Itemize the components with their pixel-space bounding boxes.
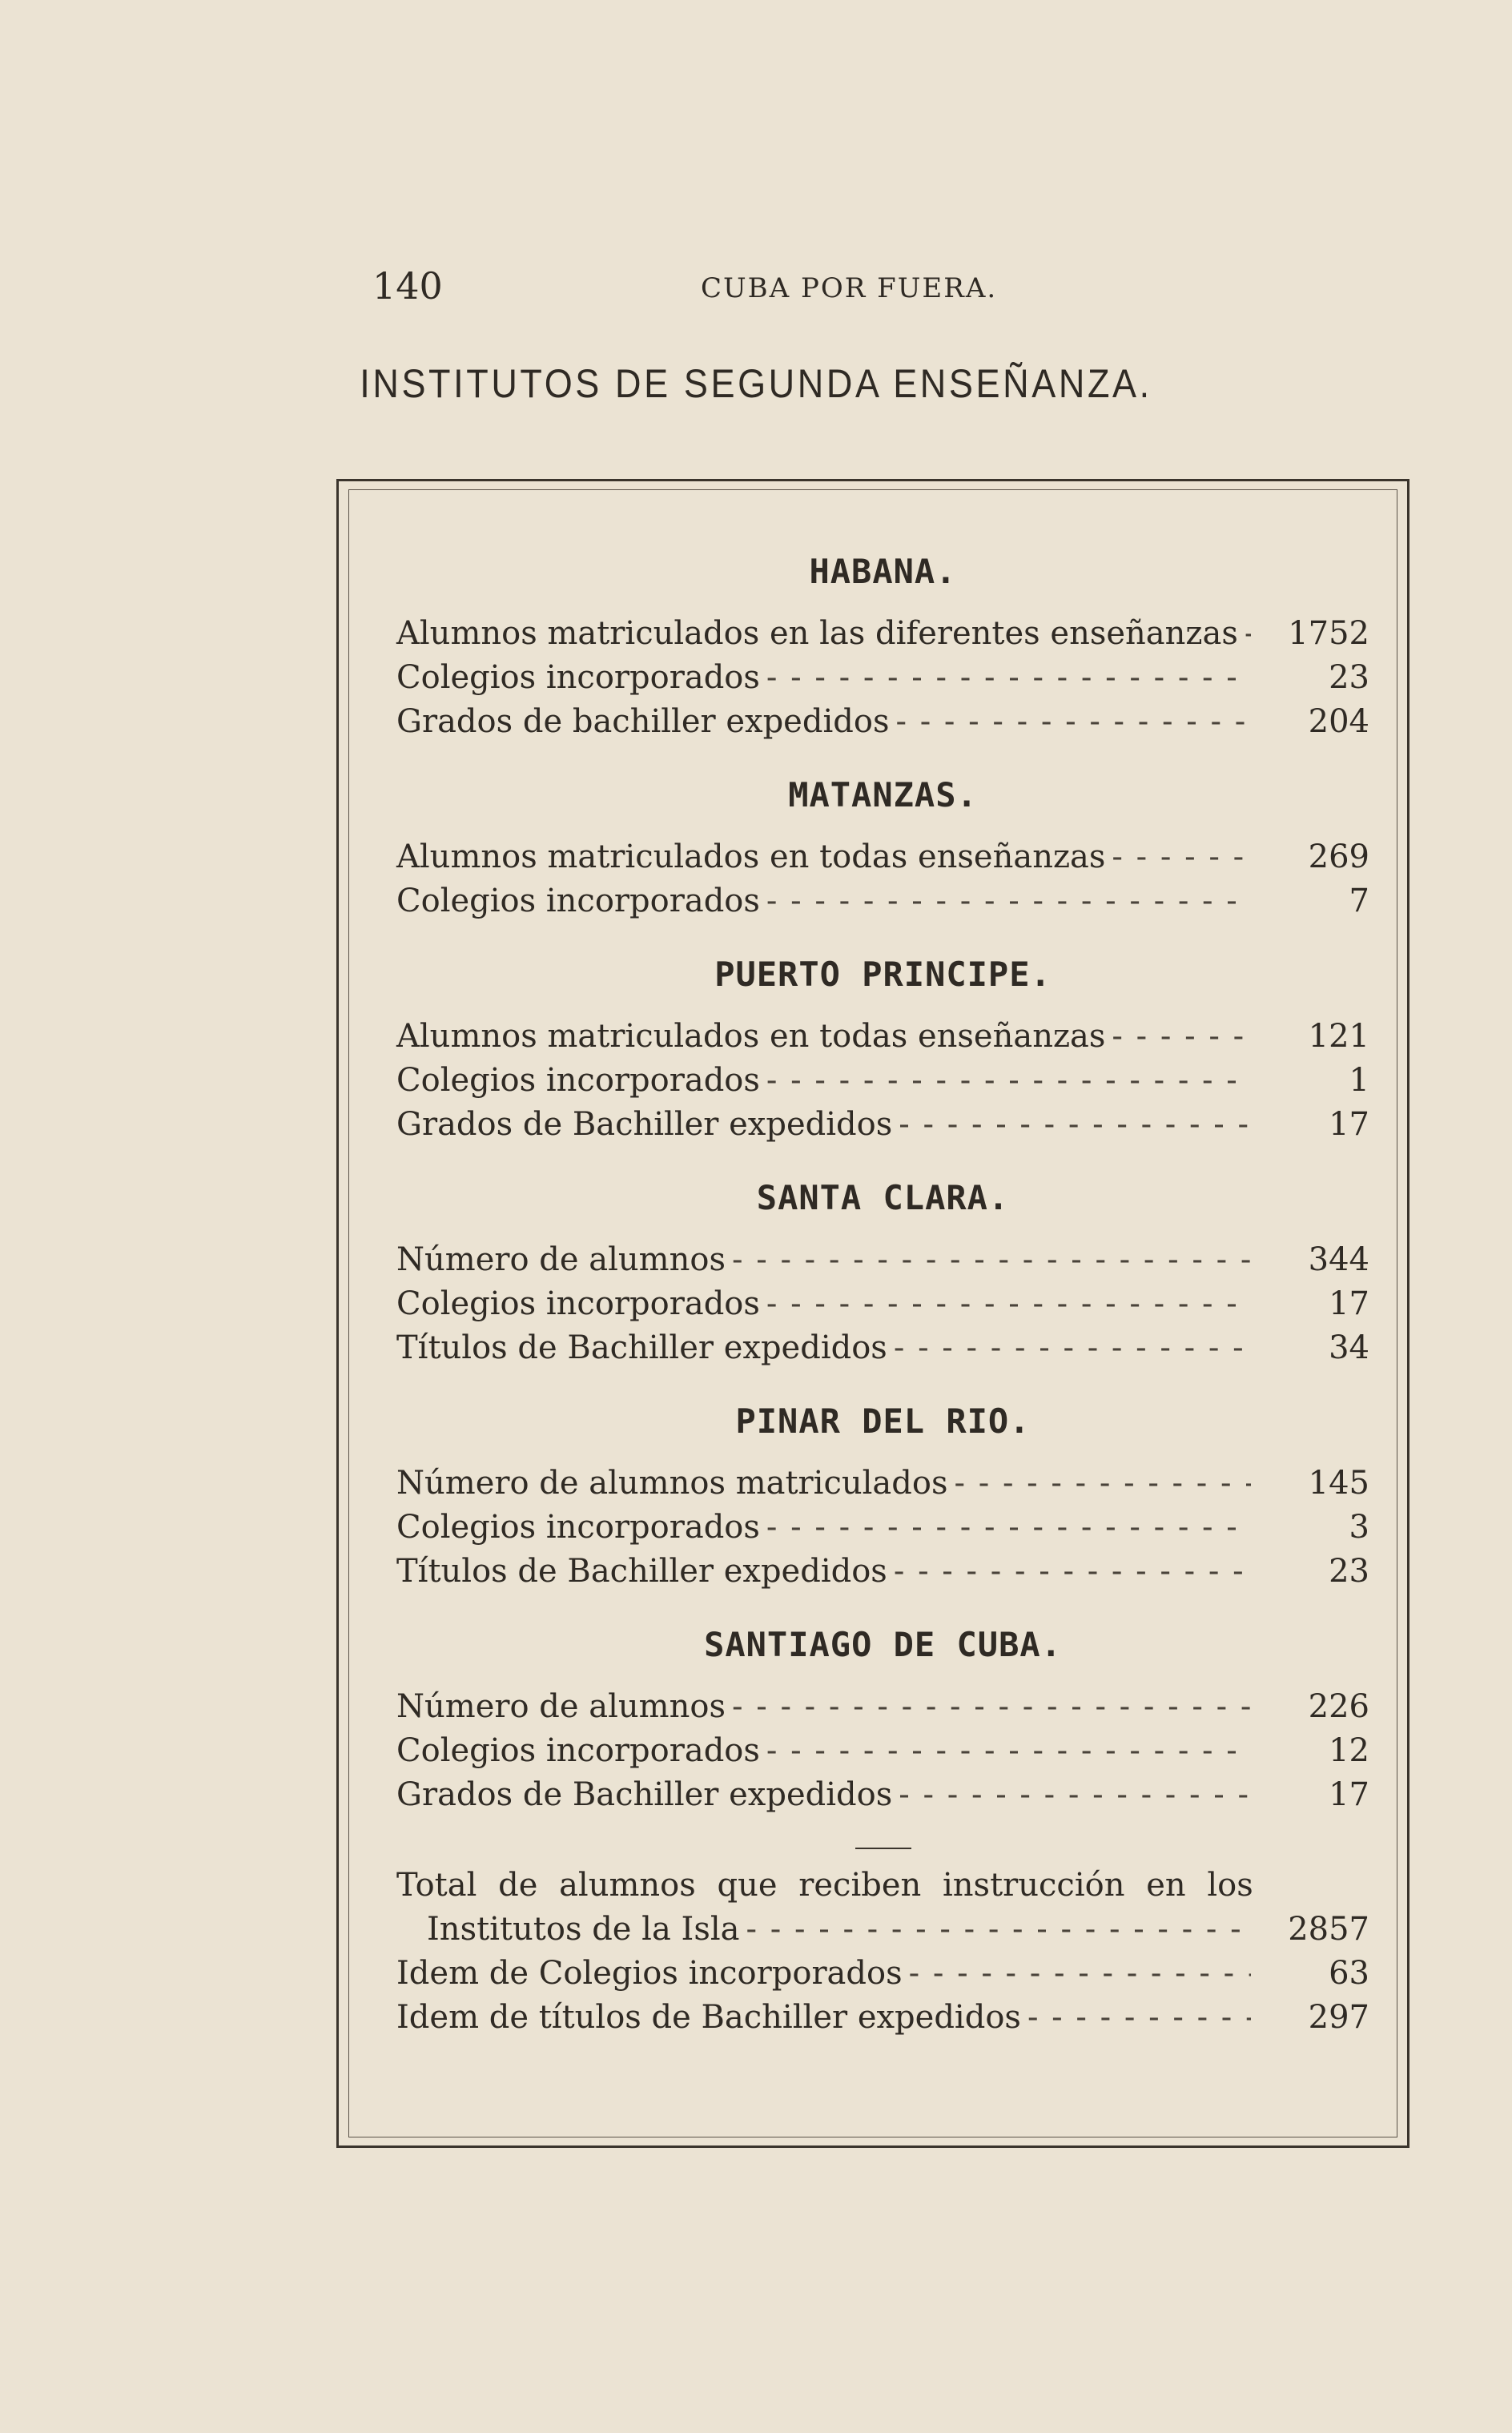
leader-dots	[766, 1059, 1251, 1103]
section-title: SANTA CLARA.	[756, 1178, 1010, 1217]
row-label: Colegios incorporados	[396, 659, 760, 696]
table-row	[396, 612, 1369, 656]
table-row	[396, 1282, 1369, 1326]
leader-dots	[895, 700, 1251, 744]
row-label: Colegios incorporados	[396, 1062, 760, 1099]
row-label: Idem de Colegios incorporados	[396, 1955, 903, 1992]
row-label: Alumnos matriculados en todas enseñanzas	[396, 1018, 1106, 1055]
leader-dots	[746, 1908, 1251, 1952]
table-row	[396, 700, 1369, 744]
leader-dots	[732, 1685, 1251, 1729]
table-row	[396, 1773, 1369, 1817]
table-row	[396, 1059, 1369, 1103]
row-label: Alumnos matriculados en las diferentes enseñanzas	[396, 615, 1238, 652]
table-row	[396, 879, 1369, 923]
row-value: 23	[1329, 1553, 1369, 1590]
row-value: 344	[1308, 1241, 1369, 1278]
row-label: Títulos de Bachiller expedidos	[396, 1329, 887, 1366]
leader-dots	[899, 1103, 1251, 1147]
leader-dots	[1245, 612, 1251, 656]
table-row	[396, 1729, 1369, 1773]
table-row	[396, 656, 1369, 700]
page-header	[372, 264, 1093, 312]
section-title: PUERTO PRINCIPE.	[714, 955, 1052, 994]
row-value: 12	[1329, 1732, 1369, 1769]
section-title: HABANA.	[809, 552, 957, 591]
leader-dots	[894, 1550, 1251, 1594]
leader-dots	[1112, 835, 1251, 879]
row-label: Número de alumnos	[396, 1241, 726, 1278]
table-row	[396, 1908, 1369, 1952]
row-value: 204	[1308, 703, 1369, 740]
row-value: 1752	[1288, 615, 1369, 652]
section-title: SANTIAGO DE CUBA.	[704, 1625, 1062, 1664]
table-row	[396, 1462, 1369, 1506]
table-row	[396, 1685, 1369, 1729]
row-value: 7	[1349, 883, 1369, 919]
table-row	[396, 1996, 1369, 2040]
leader-dots	[766, 656, 1251, 700]
row-value: 145	[1308, 1465, 1369, 1502]
row-label: Alumnos matriculados en todas enseñanzas	[396, 838, 1106, 875]
row-value: 17	[1329, 1106, 1369, 1143]
page-title: INSTITUTOS DE SEGUNDA ENSEÑANZA.	[360, 361, 1152, 406]
row-label: Colegios incorporados	[396, 1509, 760, 1546]
leader-dots	[1112, 1015, 1251, 1059]
statistics-table	[396, 521, 1369, 2040]
table-row	[396, 1506, 1369, 1550]
leader-dots	[732, 1238, 1251, 1282]
row-value: 269	[1308, 838, 1369, 875]
section-habana	[396, 548, 1369, 744]
row-value: 63	[1329, 1955, 1369, 1992]
row-value: 121	[1308, 1018, 1369, 1055]
row-value: 297	[1308, 1999, 1369, 2036]
leader-dots	[766, 1282, 1251, 1326]
table-row	[396, 1326, 1369, 1370]
row-label: Grados de Bachiller expedidos	[396, 1106, 893, 1143]
table-row	[396, 1015, 1369, 1059]
row-value: 17	[1329, 1285, 1369, 1322]
section-santa-clara	[396, 1174, 1369, 1370]
row-label: Grados de Bachiller expedidos	[396, 1776, 893, 1813]
section-pinar-del-rio	[396, 1397, 1369, 1594]
section-title: PINAR DEL RIO.	[735, 1401, 1031, 1441]
section-matanzas	[396, 771, 1369, 923]
leader-dots	[909, 1952, 1251, 1996]
row-label: Número de alumnos matriculados	[396, 1465, 948, 1502]
row-value: 34	[1329, 1329, 1369, 1366]
row-label: Institutos de la Isla	[427, 1911, 740, 1948]
section-santiago-de-cuba	[396, 1621, 1369, 1817]
table-row	[396, 1238, 1369, 1282]
table-row	[396, 835, 1369, 879]
totals-intro: Total de alumnos que reciben instrucción en los	[396, 1867, 1253, 1904]
table-row	[396, 1550, 1369, 1594]
row-label: Colegios incorporados	[396, 1732, 760, 1769]
section-totals	[396, 1864, 1369, 2040]
section-title: MATANZAS.	[788, 775, 978, 814]
row-label: Número de alumnos	[396, 1688, 726, 1725]
row-value: 23	[1329, 659, 1369, 696]
row-value: 226	[1308, 1688, 1369, 1725]
row-label: Colegios incorporados	[396, 883, 760, 919]
leader-dots	[1027, 1996, 1251, 2040]
row-label: Colegios incorporados	[396, 1285, 760, 1322]
leader-dots	[894, 1326, 1251, 1370]
page-number: 140	[372, 264, 443, 308]
row-label: Títulos de Bachiller expedidos	[396, 1553, 887, 1590]
divider	[855, 1848, 911, 1849]
section-puerto-principe	[396, 951, 1369, 1147]
leader-dots	[766, 1506, 1251, 1550]
row-label: Grados de bachiller expedidos	[396, 703, 890, 740]
table-row	[396, 1103, 1369, 1147]
row-label: Idem de títulos de Bachiller expedidos	[396, 1999, 1021, 2036]
row-value: 3	[1349, 1509, 1369, 1546]
leader-dots	[766, 879, 1251, 923]
row-value: 17	[1329, 1776, 1369, 1813]
running-title: CUBA POR FUERA.	[701, 272, 998, 304]
leader-dots	[766, 1729, 1251, 1773]
row-value: 2857	[1288, 1911, 1369, 1948]
table-row	[396, 1952, 1369, 1996]
row-value: 1	[1349, 1062, 1369, 1099]
leader-dots	[954, 1462, 1251, 1506]
leader-dots	[899, 1773, 1251, 1817]
